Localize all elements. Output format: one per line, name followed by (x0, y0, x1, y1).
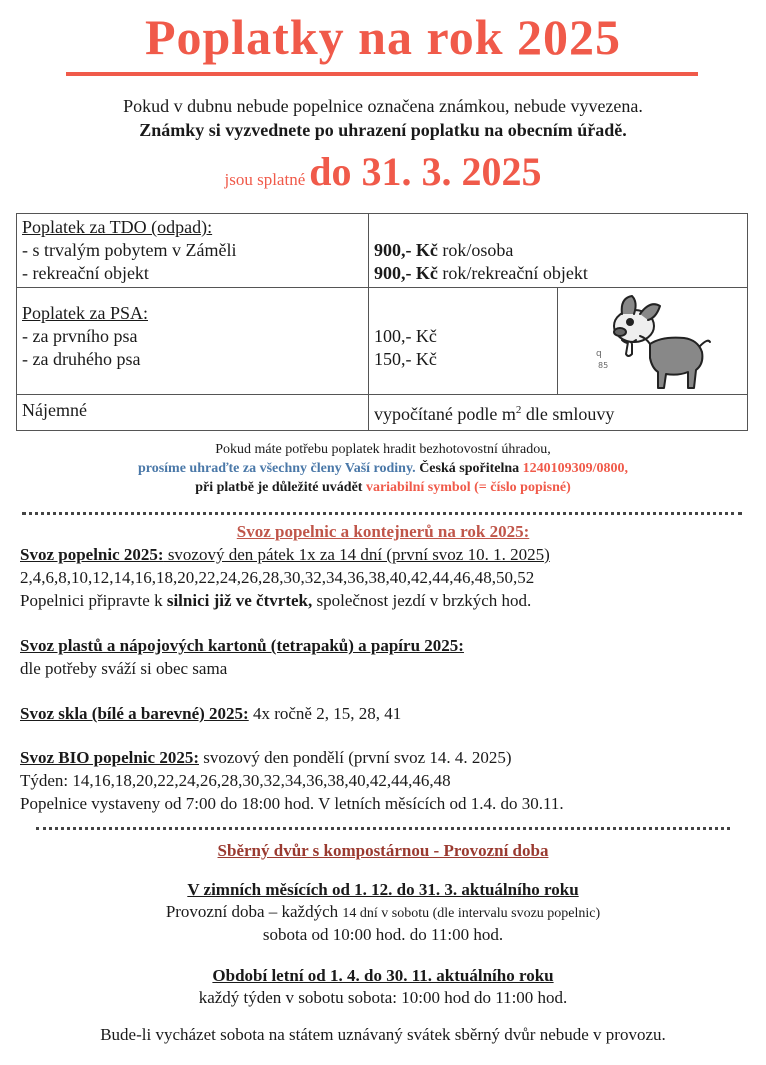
tdo-row2-label: - rekreační objekt (22, 263, 149, 283)
svg-text:85: 85 (598, 361, 609, 370)
intro-line-2: Známky si vyzvednete po uhrazení poplatku na obecním úřadě. (139, 120, 627, 140)
dog-heading: Poplatek za PSA: (22, 303, 148, 323)
dog-amounts (368, 288, 557, 395)
payment-line-2 (0, 459, 766, 478)
winter-line-2: sobota od 10:00 hod. do 11:00 hod. (262, 925, 504, 944)
bins-label: Svoz popelnic 2025: (20, 545, 164, 564)
svg-text:q: q (596, 349, 603, 359)
bins-text: svozový den pátek 1x za 14 dní (první svoz 10. 1. 2025) (163, 545, 550, 564)
bins-note-bold: silnici již ve čtvrtek, (166, 591, 313, 610)
bins-weeks: 2,4,6,8,10,12,14,16,18,20,22,24,26,28,30,32,34,36,38,40,42,44,46,48,50,52 (20, 568, 535, 587)
payment-info (0, 440, 766, 497)
yard-title: Sběrný dvůr s kompostárnou - Provozní doba (217, 841, 549, 860)
tdo-heading: Poplatek za TDO (odpad): (22, 217, 213, 237)
tdo-row2-amount (374, 262, 742, 285)
winter-line-1-pre: Provozní doba – každých (165, 902, 343, 921)
dog-picture-cell (557, 288, 747, 395)
dog-row2-label: - za druhého psa (22, 349, 141, 369)
bio-line (20, 748, 512, 768)
due-big: do 31. 3. 2025 (309, 149, 542, 194)
summer-line-1: každý týden v sobotu sobota: 10:00 hod do 11:00 hod. (198, 988, 568, 1007)
page-title: Poplatky na rok 2025 (144, 9, 622, 65)
winter-title: V zimních měsících od 1. 12. do 31. 3. aktuálního roku (187, 880, 579, 899)
plastic-text: dle potřeby sváží si obec sama (20, 659, 228, 678)
bins-note-pre: Popelnici připravte k (20, 591, 167, 610)
dog-labels (17, 288, 369, 395)
table-row (17, 288, 748, 395)
summer-title: Období letní od 1. 4. do 30. 11. aktuálního roku (212, 966, 554, 985)
glass-label: Svoz skla (bílé a barevné) 2025: (20, 704, 249, 723)
glass-text: 4x ročně 2, 15, 28, 41 (248, 704, 402, 723)
rent-label: Nájemné (17, 395, 369, 431)
bio-label: Svoz BIO popelnic 2025: (20, 748, 199, 767)
rent-value (368, 395, 747, 431)
tdo-row1-amount (374, 239, 742, 262)
tdo-row2-unit: rok/rekreační objekt (442, 263, 588, 283)
title-underline (66, 72, 698, 76)
due-date (0, 148, 766, 195)
due-small: jsou splatné (224, 170, 306, 189)
collection-title: Svoz popelnic a kontejnerů na rok 2025: (236, 522, 530, 541)
bins-line (20, 545, 550, 565)
intro-line-1: Pokud v dubnu nebude popelnice označena známkou, nebude vyvezena. (123, 96, 643, 116)
fees-table (16, 213, 748, 431)
winter-line-1 (0, 902, 766, 922)
dog-row1-label: - za prvního psa (22, 326, 138, 346)
tdo-labels (17, 214, 369, 288)
dotted-divider (36, 827, 730, 830)
tdo-row1-unit: rok/osoba (442, 240, 514, 260)
rent-unit-sup: 2 (515, 404, 522, 416)
winter-line-1-small: 14 dní v sobotu (dle intervalu svozu popelnic) (342, 906, 601, 921)
dotted-divider (22, 512, 742, 515)
rent-value-post: dle smlouvy (521, 404, 615, 424)
table-row (17, 214, 748, 288)
tdo-row1-label: - s trvalým pobytem v Záměli (22, 240, 237, 260)
tdo-row2-price: 900,- Kč (373, 263, 438, 283)
bank-name: Česká spořitelna (415, 461, 523, 476)
payment-line-3 (0, 478, 766, 497)
glass-line (20, 704, 401, 724)
bio-text: svozový den pondělí (první svoz 14. 4. 2025) (199, 748, 512, 767)
dog-row1-amount: 100,- Kč (373, 326, 437, 346)
bio-weeks: Týden: 14,16,18,20,22,24,26,28,30,32,34,36,38,40,42,44,46,48 (20, 771, 451, 790)
payment-request: prosíme uhraďte za všechny členy Vaší rodiny. (137, 461, 416, 476)
payment-note: při platbě je důležité uvádět (195, 480, 366, 495)
plastic-label: Svoz plastů a nápojových kartonů (tetrapaků) a papíru 2025: (20, 636, 464, 655)
variable-symbol: variabilní symbol (= číslo popisné) (365, 480, 571, 495)
bio-note: Popelnice vystaveny od 7:00 do 18:00 hod. V letních měsících od 1.4. do 30.11. (20, 794, 564, 813)
bins-note-post: společnost jezdí v brzkých hod. (312, 591, 532, 610)
bins-note (20, 591, 531, 611)
payment-line-1: Pokud máte potřebu poplatek hradit bezhotovostní úhradou, (215, 442, 551, 457)
cartoon-dog-icon (592, 292, 712, 392)
tdo-row1-price: 900,- Kč (373, 240, 438, 260)
yard-footer: Bude-li vycházet sobota na státem uznávaný svátek sběrný dvůr nebude v provozu. (100, 1025, 666, 1044)
tdo-amounts (368, 214, 747, 288)
table-row (17, 395, 748, 431)
dog-row2-amount: 150,- Kč (373, 349, 437, 369)
rent-value-text: vypočítané podle m (373, 404, 516, 424)
bank-account: 1240109309/0800, (522, 461, 629, 476)
